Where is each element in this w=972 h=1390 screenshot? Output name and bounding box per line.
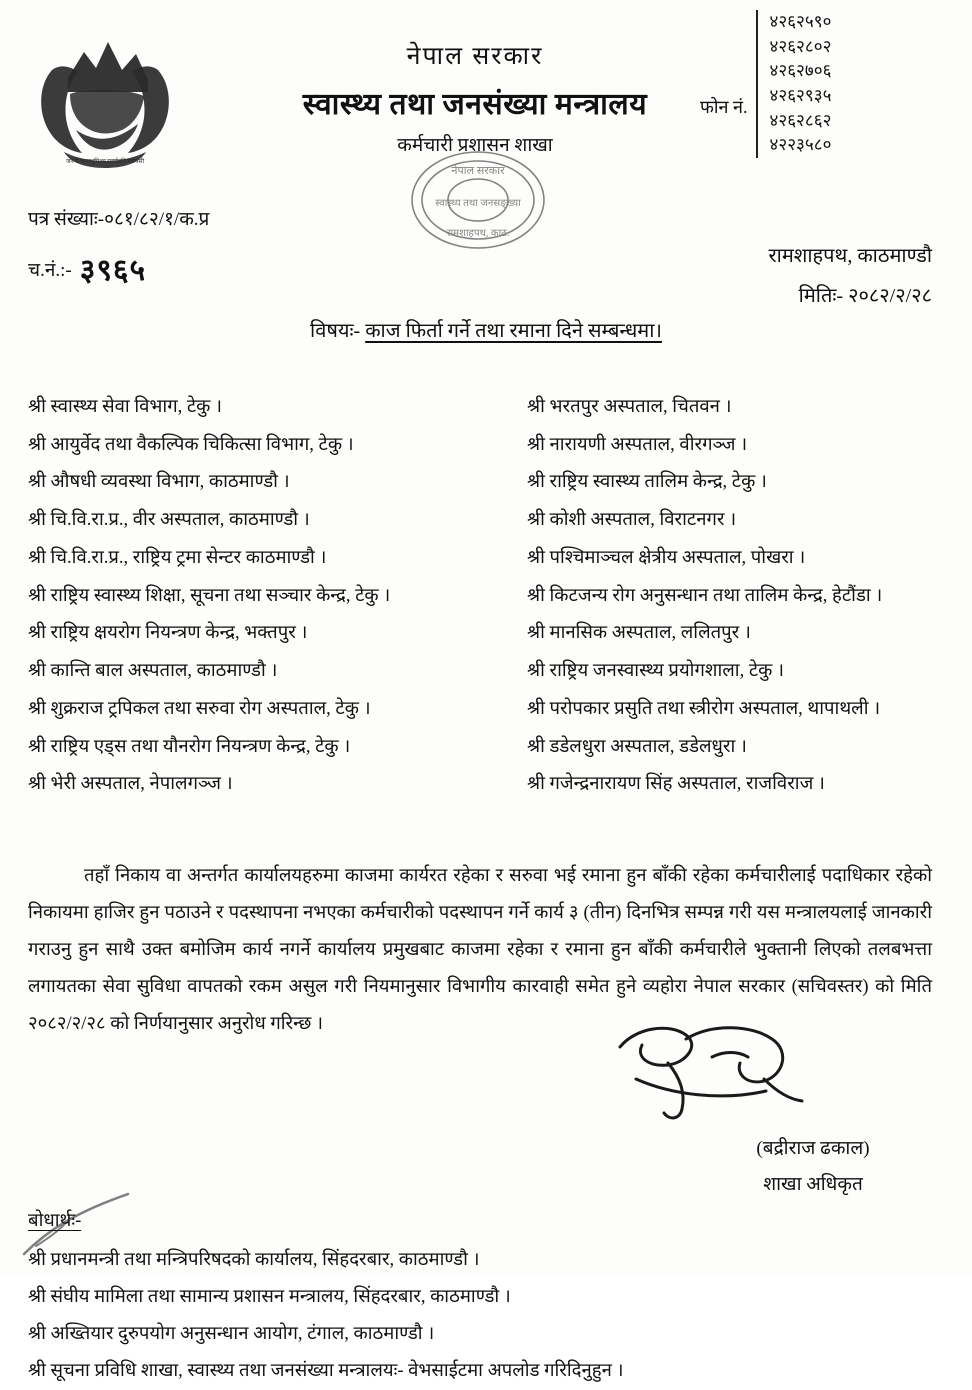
recipient-item: श्री भेरी अस्पताल, नेपालगञ्ज । <box>28 774 233 795</box>
recipient-item: श्री चि.वि.रा.प्र., वीर अस्पताल, काठमाण्डौ । <box>28 510 310 531</box>
svg-text:रामशाहपथ, काठ.: रामशाहपथ, काठ. <box>446 228 510 239</box>
recipient-item: श्री नारायणी अस्पताल, वीरगञ्ज । <box>527 434 748 455</box>
svg-text:जननी जन्मभूमिश्च स्वर्गादपि गर: जननी जन्मभूमिश्च स्वर्गादपि गरीयसी <box>65 159 145 165</box>
section-name: कर्मचारी प्रशासन शाखा <box>397 135 553 156</box>
recipient-item: श्री गजेन्द्रनारायण सिंह अस्पताल, राजविराज । <box>527 774 825 795</box>
letter-number: पत्र संख्याः-०८१/८२/१/क.प्र <box>28 209 210 230</box>
government-name: नेपाल सरकार <box>406 43 544 70</box>
phone-number: ४२२३५८० <box>769 135 832 155</box>
phone-number: ४२६२५९० <box>769 12 832 31</box>
letter-date: मितिः- २०८२/२/२८ <box>798 285 932 307</box>
chalani-row <box>28 238 209 295</box>
recipient-item: श्री डडेलधुरा अस्पताल, डडेलधुरा । <box>527 736 747 757</box>
copy-to-item: श्री संघीय मामिला तथा सामान्य प्रशासन मन्त्रालय, सिंहदरबार, काठमाण्डौ । <box>28 1287 511 1308</box>
letter-body <box>28 858 932 1043</box>
phone-label: फोन नं. <box>700 96 748 117</box>
body-paragraph-text: तहाँ निकाय वा अन्तर्गत कार्यालयहरुमा काजमा कार्यरत रहेका र सरुवा भई रमाना हुन बाँकी रहेका कर्मचारीलाई पदाधिकार रहेको निकायमा हाजिर हुन पठाउने र पदस्थापना नभएका कर्मचारीको पदस्थापन गर्ने कार्य ३ (तीन) दिनभित्र सम्पन्न गरी यस मन्त्रालयलाई जानकारी गराउनु हुन साथै उक्त बमोजिम कार्य नगर्ने कार्यालय प्रमुखबाट काजमा रहेका र रमाना हुन बाँकी कर्मचारीले भुक्तानी लिएको तलबभत्ता लगायतका सेवा सुविधा वापतको रकम असुल गरी नियमानुसार विभागीय कारवाही समेत हुने व्यहोरा नेपाल सरकार (सचिवस्तर) को मिति २०८२/२/२८ को निर्णयानुसार अनुरोध गरिन्छ । <box>28 866 932 1035</box>
reference-left <box>28 202 209 295</box>
recipient-item: श्री राष्ट्रिय स्वास्थ्य तालिम केन्द्र, टेकु । <box>527 472 767 493</box>
recipient-item: श्री पश्चिमाञ्चल क्षेत्रीय अस्पताल, पोखरा । <box>527 547 806 568</box>
copy-to-section <box>28 1203 944 1390</box>
copy-to-item: श्री सूचना प्रविधि शाखा, स्वास्थ्य तथा जनसंख्या मन्त्रालयः- वेभसाईटमा अपलोड गरिदिनुहुन । <box>28 1361 624 1382</box>
reference-row <box>0 190 972 310</box>
phone-number: ४२६२८६२ <box>769 110 832 130</box>
recipient-item: श्री कोशी अस्पताल, विराटनगर । <box>527 510 737 531</box>
copy-to-item: श्री अख्तियार दुरुपयोग अनुसन्धान आयोग, टंगाल, काठमाण्डौ । <box>28 1324 435 1345</box>
svg-text:नेपाल सरकार: नेपाल सरकार <box>451 165 505 177</box>
handwritten-signature <box>612 1017 822 1127</box>
recipient-item: श्री कान्ति बाल अस्पताल, काठमाण्डौ । <box>28 661 278 682</box>
recipient-column-right <box>471 389 944 804</box>
recipient-item: श्री आयुर्वेद तथा वैकल्पिक चिकित्सा विभाग, टेकु । <box>28 434 354 455</box>
recipient-item: श्री राष्ट्रिय क्षयरोग नियन्त्रण केन्द्र, भक्तपुर । <box>28 623 308 644</box>
signature-block <box>0 1043 972 1196</box>
svg-text:स्वास्थ्य तथा जनसङ्ख्या: स्वास्थ्य तथा जनसङ्ख्या <box>435 198 521 209</box>
recipient-item: श्री मानसिक अस्पताल, ललितपुर । <box>527 623 751 644</box>
ministry-name: स्वास्थ्य तथा जनसंख्या मन्त्रालय <box>302 88 648 121</box>
recipient-item: श्री राष्ट्रिय एड्स तथा यौनरोग नियन्त्रण केन्द्र, टेकु । <box>28 736 351 757</box>
recipient-item: श्री किटजन्य रोग अनुसन्धान तथा तालिम केन्द्र, हेटौंडा । <box>527 585 883 606</box>
phone-number: ४२६२८०२ <box>769 36 832 56</box>
reference-right <box>768 236 932 316</box>
copy-to-item: श्री प्रधानमन्त्री तथा मन्त्रिपरिषदको कार्यालय, सिंहदरबार, काठमाण्डौ । <box>28 1250 480 1271</box>
recipient-item: श्री भरतपुर अस्पताल, चितवन । <box>527 397 732 417</box>
recipient-lists <box>0 389 972 804</box>
phone-number-list <box>756 10 832 158</box>
recipient-item: श्री परोपकार प्रसुति तथा स्त्रीरोग अस्पताल, थापाथली । <box>527 698 881 719</box>
office-address: रामशाहपथ, काठमाण्डौ <box>768 245 932 267</box>
subject-text: काज फिर्ता गर्ने तथा रमाना दिने सम्बन्धमा। <box>365 320 662 342</box>
recipient-column-left <box>28 389 445 804</box>
copy-to-title: बोधार्थः- <box>28 1211 82 1232</box>
signatory-name: (बद्रीराज ढकाल) <box>756 1138 870 1160</box>
subject-label: विषयः- <box>310 320 361 342</box>
recipient-item: श्री औषधी व्यवस्था विभाग, काठमाण्डौ । <box>28 472 290 493</box>
recipient-item: श्री शुक्रराज ट्रपिकल तथा सरुवा रोग अस्पताल, टेकु । <box>28 698 371 719</box>
recipient-item: श्री स्वास्थ्य सेवा विभाग, टेकु । <box>28 397 223 417</box>
recipient-item: श्री राष्ट्रिय स्वास्थ्य शिक्षा, सूचना तथा सञ्चार केन्द्र, टेकु । <box>28 585 391 606</box>
chalani-label: च.नं.:- <box>28 260 72 282</box>
phone-number: ४२६२९३५ <box>769 85 832 105</box>
signatory-designation: शाखा अधिकृत <box>763 1174 863 1196</box>
subject-line <box>0 316 972 343</box>
chalani-number: ३९६५ <box>79 254 147 288</box>
nepal-emblem-icon <box>30 18 180 173</box>
phone-block <box>700 10 831 158</box>
recipient-item: श्री चि.वि.रा.प्र., राष्ट्रिय ट्रमा सेन्टर काठमाण्डौ । <box>28 547 327 568</box>
phone-number: ४२६२७०६ <box>769 61 832 81</box>
signatory <box>698 1131 928 1203</box>
recipient-item: श्री राष्ट्रिय जनस्वास्थ्य प्रयोगशाला, टेकु । <box>527 661 785 682</box>
